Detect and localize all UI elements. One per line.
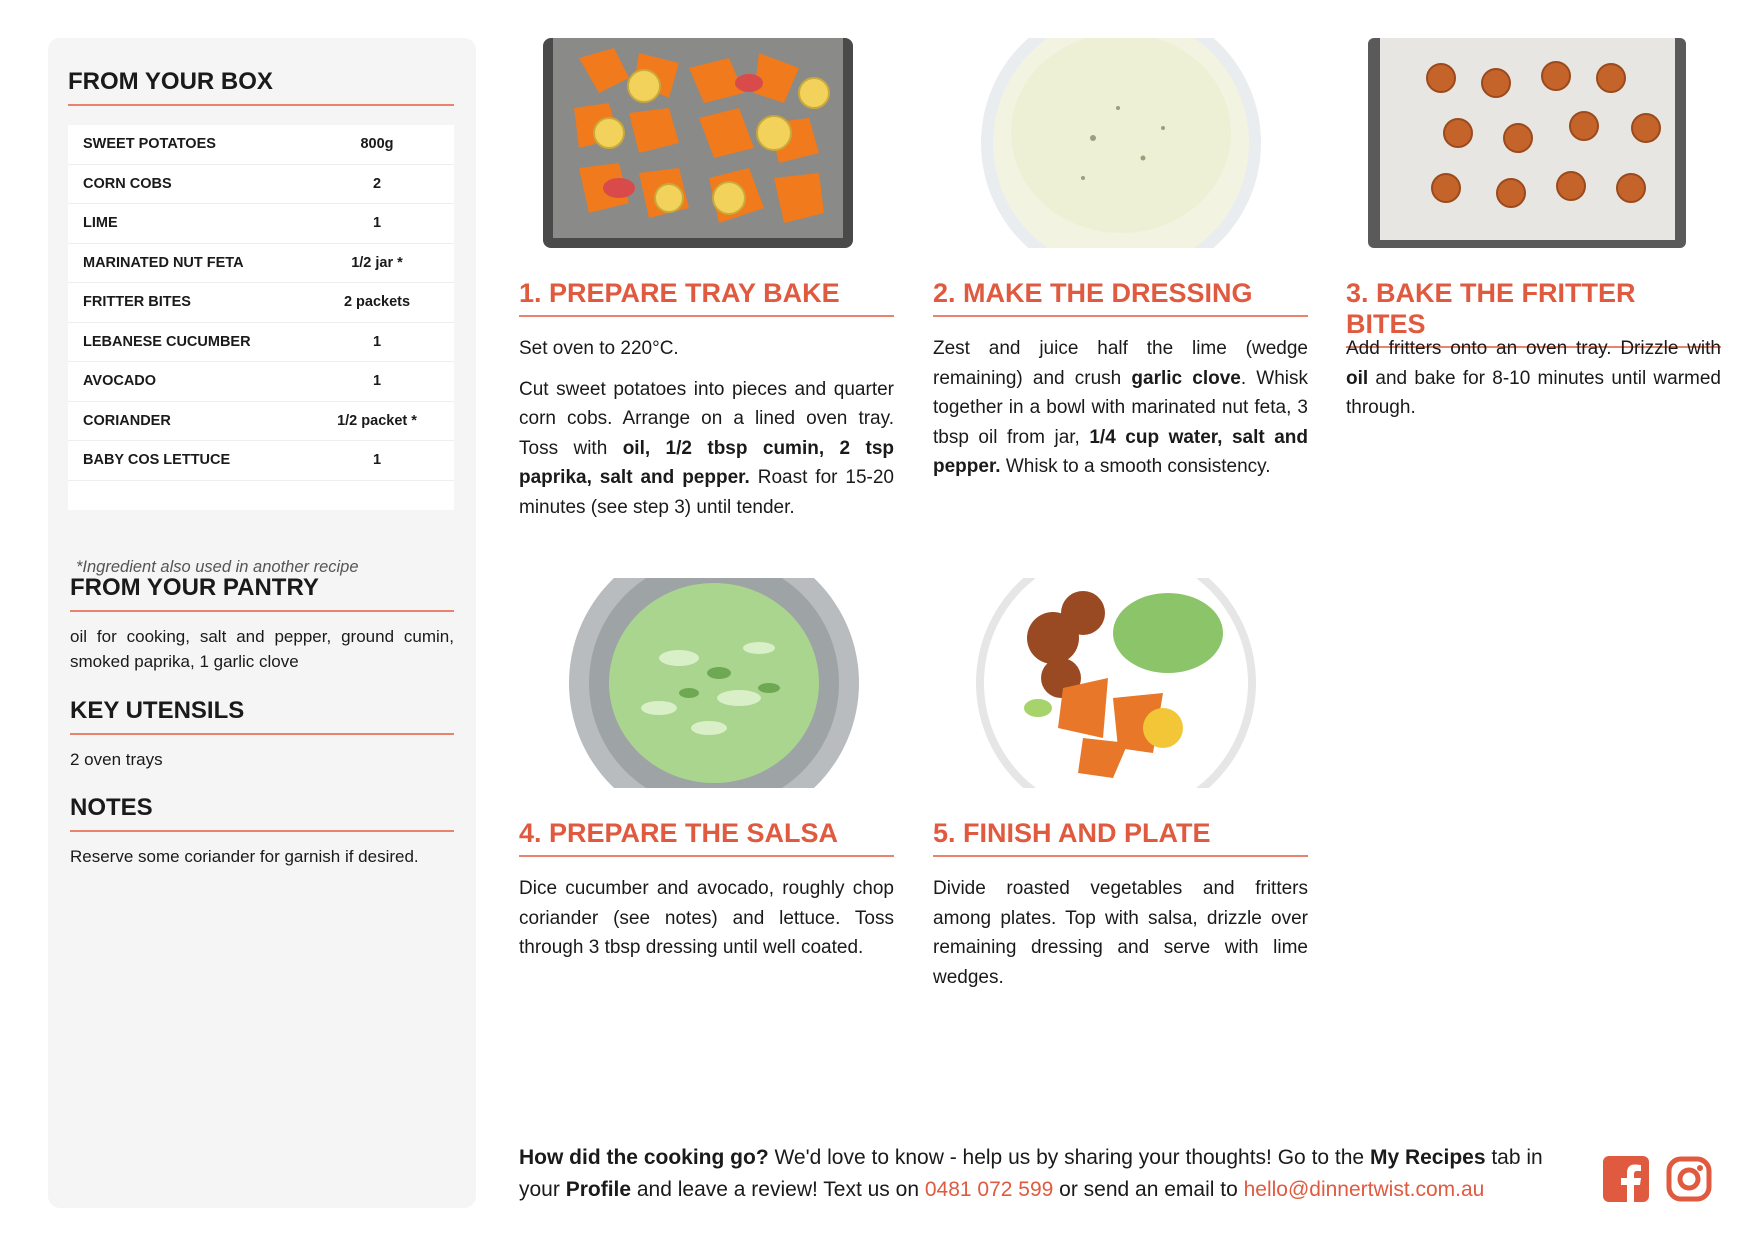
facebook-icon[interactable] [1603,1156,1649,1207]
ingredient-qty: 2 [372,175,382,192]
step-3 [1346,38,1721,418]
step-5-title: 5. FINISH AND PLATE [933,818,1308,857]
step-3-text: Add fritters onto an oven tray. Drizzle with oil and bake for 8-10 minutes until warmed through. [1346,338,1721,418]
step-5-body [933,874,1308,1003]
ingredient-name: CORN COBS [83,175,172,192]
ingredient-qty: 1 [372,452,382,469]
ingredient-name: LEBANESE CUCUMBER [83,333,251,350]
ingredient-qty: 1 [372,333,382,350]
step-3-body [1346,334,1721,434]
step-1-text-2: Cut sweet potatoes into pieces and quarter corn cobs. Arrange on a lined oven tray. Toss with oil, 1/2 tbsp cumin, 2 tsp paprika, salt and pepper. Roast for 15-20 minutes (see step 3) until tender. [519,378,894,518]
footer-question: How did the cooking go? [519,1146,769,1169]
step-2-title: 2. MAKE THE DRESSING [933,278,1308,317]
ingredient-name: LIME [83,215,118,232]
salsa-photo [519,578,894,788]
review-footer: How did the cooking go? We'd love to know - help us by sharing your thoughts! Go to the My Recipes tab in your Profile and leave a review! Text us on 0481 072 599 or send an email to hello@dinnertwist.com.au [519,1146,1543,1201]
pantry-heading: FROM YOUR PANTRY [70,574,454,612]
ingredient-qty: 2 packets [343,294,411,311]
step-3-title: 3. BAKE THE FRITTER BITES [1346,278,1721,348]
step-1 [519,38,894,518]
step-4 [519,578,894,958]
step-2-text: Zest and juice half the lime (wedge remaining) and crush garlic clove. Whisk together in a bowl with marinated nut feta, 3 tbsp oil from jar, 1/4 cup water, salt and pepper. Whisk to a smooth consistency. [933,338,1309,477]
dressing-photo [933,38,1308,248]
ingredient-name: BABY COS LETTUCE [83,452,231,469]
ingredients-sidebar [48,38,476,1208]
phone-link[interactable]: 0481 072 599 [924,1177,1054,1201]
instagram-icon[interactable] [1666,1156,1712,1207]
notes-heading: NOTES [70,794,454,832]
step-5-text: Divide roasted vegetables and fritters among plates. Top with salsa, drizzle over remaining dressing and serve with lime wedges. [933,878,1308,988]
ingredient-name: SWEET POTATOES [83,136,216,153]
notes-section [70,794,454,869]
step-4-title: 4. PREPARE THE SALSA [519,818,894,857]
step-4-body [519,874,894,974]
ingredient-qty: 1 [372,373,382,390]
step-5 [933,578,1308,988]
profile-label: Profile [565,1177,632,1201]
my-recipes-label: My Recipes [1369,1146,1486,1169]
ingredient-name: AVOCADO [83,373,157,390]
ingredient-name: FRITTER BITES [83,294,191,311]
ingredient-qty: 1/2 packet * [337,412,417,429]
ingredient-qty: 1/2 jar * [351,254,403,271]
ingredient-qty: 1 [372,215,382,232]
step-1-title: 1. PREPARE TRAY BAKE [519,278,894,317]
table-row [68,125,454,165]
from-your-box-heading: FROM YOUR BOX [68,68,454,106]
utensils-heading: KEY UTENSILS [70,697,454,735]
step-1-text-1: Set oven to 220°C. [519,338,679,359]
table-row [68,441,454,481]
table-row [68,283,454,323]
pantry-text: oil for cooking, salt and pepper, ground cumin, smoked paprika, 1 garlic clove [70,627,454,671]
step-2-body [933,334,1308,493]
table-row [68,362,454,402]
step-1-body [519,334,894,533]
ingredient-qty: 800g [360,136,394,153]
table-row [68,402,454,442]
step-4-text: Dice cucumber and avocado, roughly chop coriander (see notes) and lettuce. Toss through 3 tbsp dressing until well coated. [519,878,894,958]
plated-dish-photo [933,578,1308,788]
pantry-section [70,574,454,674]
utensils-text: 2 oven trays [70,750,163,769]
email-link[interactable]: hello@dinnertwist.com.au [1243,1177,1485,1201]
step-2 [933,38,1309,477]
table-row [68,165,454,205]
utensils-section [70,697,454,772]
table-row [68,244,454,284]
ingredient-name: CORIANDER [83,412,171,429]
table-row [68,323,454,363]
fritters-tray-photo [1346,38,1721,248]
notes-text: Reserve some coriander for garnish if desired. [70,847,419,866]
tray-bake-photo [519,38,894,248]
ingredient-footnote: *Ingredient also used in another recipe [76,558,359,576]
table-row [68,204,454,244]
ingredient-name: MARINATED NUT FETA [83,254,244,271]
ingredients-table [68,125,454,510]
